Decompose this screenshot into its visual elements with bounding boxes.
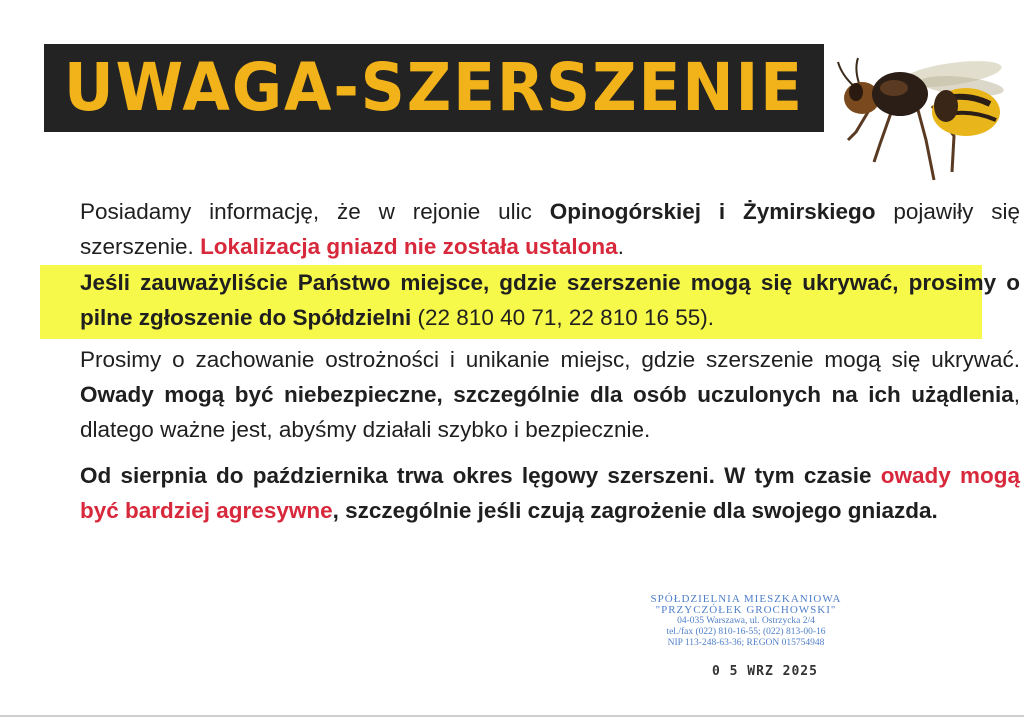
text: Prosimy o zachowanie ostrożności i unikanie miejsc, gdzie szerszenie mogą się ukrywać. — [80, 347, 1020, 372]
cooperative-stamp — [648, 594, 844, 649]
scan-edge-line — [0, 715, 1024, 717]
bold-threat: , szczególnie jeśli czują zagrożenie dla swojego gniazda. — [332, 498, 938, 523]
red-warning: Lokalizacja gniazd nie została ustalona — [200, 234, 618, 259]
bold-season: Od sierpnia do października trwa okres lęgowy szerszeni. W tym czasie — [80, 463, 881, 488]
paragraph-season — [44, 458, 1020, 528]
text: . — [617, 234, 624, 259]
hornet-icon — [834, 40, 1014, 190]
page-title: UWAGA-SZERSZENIE — [63, 49, 805, 126]
bold-danger: Owady mogą być niebezpieczne, szczególnie dla osób uczulonych na ich użądlenia — [80, 382, 1014, 407]
title-banner — [44, 44, 824, 132]
stamp-line: 04-035 Warszawa, ul. Ostrzycka 2/4 — [677, 616, 815, 626]
text: , dlatego ważne jest, abyśmy działali szybko i bezpiecznie. — [80, 382, 1020, 442]
stamp-line: SPÓŁDZIELNIA MIESZKANIOWA — [650, 593, 842, 605]
stamp-line: "PRZYCZÓŁEK GROCHOWSKI" — [655, 604, 837, 616]
stamp-line: NIP 113-248-63-36; REGON 015754948 — [667, 638, 825, 648]
paragraph-caution — [44, 342, 1020, 447]
text: Posiadamy informację, że w rejonie ulic — [80, 199, 550, 224]
paragraph-report — [44, 265, 1020, 335]
bold-streets: Opinogórskiej i Żymirskiego — [549, 199, 876, 224]
bold-request: Jeśli zauważyliście Państwo miejsce, gdzie szerszenie mogą się ukrywać, prosimy o pilne zgłoszenie do Spółdzielni — [80, 270, 1020, 330]
stamp-date: 0 5 WRZ 2025 — [712, 664, 818, 679]
phone-numbers: (22 810 40 71, 22 810 16 55). — [411, 305, 715, 330]
text: pojawiły się szerszenie. — [80, 199, 1020, 259]
paragraph-location — [44, 194, 1020, 264]
red-aggressive: owady mogą być bardziej agresywne — [80, 463, 1020, 523]
stamp-line: tel./fax (022) 810-16-55; (022) 813-00-16 — [666, 627, 826, 637]
